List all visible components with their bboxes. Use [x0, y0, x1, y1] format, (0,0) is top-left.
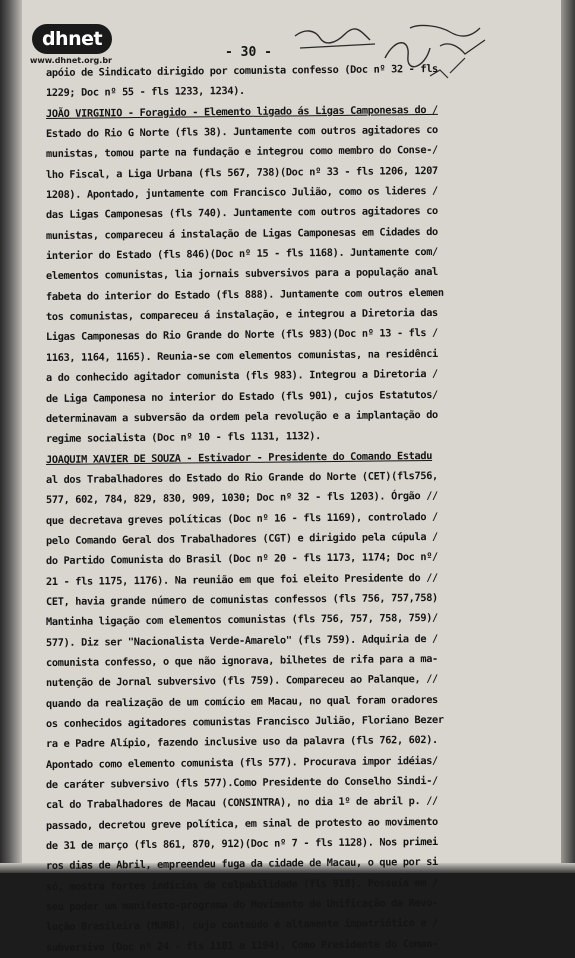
text-line: nutenção de Jornal subversivo (fls 759). Compareceu ao Palanque, // [45, 673, 438, 690]
text-line: a do conhecido agitador comunista (fls 983). Integrou a Diretoria / [45, 368, 438, 385]
text-line: pelo Comando Geral dos Trabalhadores (CGT) e dirigido pela cúpula / [45, 530, 438, 547]
page-left-shadow [0, 0, 22, 873]
text-line: tos comunistas, compareceu á instalação, e integrou a Diretoria das [45, 307, 438, 324]
text-line: comunista confesso, o que não ignorava, bilhetes de rifa para a ma- [45, 652, 438, 669]
text-line: 577, 602, 784, 829, 830, 909, 1030; Doc nº 32 - fls 1203). Órgão // [45, 490, 438, 507]
text-line: seu poder um manifesto-programa do Movimento de Unificação da Revo- [45, 896, 438, 914]
text-line: das Ligas Camponesas (fls 740). Juntamente com outros agitadores co [45, 205, 438, 222]
text-line: CET, havia grande número de comunistas confessos (fls 756, 757,758) [45, 591, 438, 608]
text-line: 577). Diz ser "Nacionalista Verde-Amarelo" (fls 759). Adquiria de / [45, 632, 438, 649]
text-line: que decretava greves políticas (Doc nº 16 - fls 1169), controlado / [45, 510, 438, 527]
text-line: apóio de Sindicato dirigido por comunista confesso (Doc nº 32 - fls [45, 62, 438, 79]
text-line: subversivo (Doc nº 24 - fls 1181 a 1194). Como Presidente do Coman- [45, 937, 438, 954]
document-body [46, 63, 556, 958]
text-line: 21 - fls 1175, 1176). Na reunião em que foi eleito Presidente do // [45, 571, 438, 588]
text-line: Estado do Rio G Norte (fls 38). Juntamente com outros agitadores co [45, 123, 438, 141]
text-line: JOÃO VIRGINIO - Foragido - Elemento ligado ás Ligas Camponesas do / [45, 103, 438, 120]
text-line: Mantinha ligação com elementos comunistas (fls 756, 757, 758, 759)/ [45, 612, 438, 629]
text-line: ros dias de Abril, empreendeu fuga da cidade de Macau, o que por si [45, 856, 438, 873]
text-line: 1163, 1164, 1165). Reunia-se com elementos comunistas, na residênci [45, 347, 438, 364]
text-line: só, mostra fortes indícios de culpabilidade (fls 918). Possuía em / [45, 876, 438, 893]
text-line: al dos Trabalhadores do Estado do Rio Grande do Norte (CET)(fls756, [45, 469, 438, 486]
text-line: fabeta do interior do Estado (fls 888). Juntamente com outros elemen [45, 286, 444, 303]
text-line: 1208). Apontado, juntamente com Francisco Julião, como os lideres / [45, 184, 438, 202]
text-line: do Partido Comunista do Brasil (Doc nº 20 - fls 1173, 1174; Doc nº/ [45, 551, 438, 568]
text-line: de Liga Camponesa no interior do Estado (fls 901), cujos Estatutos/ [45, 388, 438, 405]
text-line: lução Brasileira (MURB), cujo conteúdo é altamente impatriótico e / [45, 917, 438, 934]
text-line: ra e Padre Alípio, fazendo inclusive uso da palavra (fls 762, 602). [45, 734, 438, 751]
dhnet-logo: dhnet [32, 24, 112, 54]
text-line: quando da realização de um comício em Macau, no qual foram oradores [45, 693, 438, 710]
text-line: lho Fiscal, a Liga Urbana (fls 567, 738)(Doc nº 33 - fls 1206, 1207 [45, 164, 438, 181]
text-line: cal do Trabalhadores de Macau (CONSINTRA), no dia 1º de abril p. // [45, 795, 438, 812]
logo-url: www.dhnet.org.br [30, 56, 112, 65]
text-line: interior do Estado (fls 846)(Doc nº 15 - fls 1168). Juntamente com/ [45, 245, 438, 263]
text-line: munistas, compareceu á instalação de Ligas Camponesas em Cidades do [45, 225, 438, 242]
text-line: Ligas Camponesas do Rio Grande do Norte (fls 983)(Doc nº 13 - fls / [45, 327, 438, 344]
text-line: JOAQUIM XAVIER DE SOUZA - Estivador - Presidente do Comando Estadu [45, 449, 433, 466]
text-line: passado, decretou greve política, em sinal de protesto ao movimento [45, 815, 438, 832]
text-line: elementos comunistas, lia jornais subversivos para a população anal [45, 266, 438, 283]
page-number: - 30 - [225, 45, 272, 60]
text-line: regime socialista (Doc nº 10 - fls 1131, 1132). [45, 430, 321, 446]
text-line: de caráter subversivo (fls 577).Como Presidente do Conselho Sindi-/ [45, 774, 438, 792]
text-line: de 31 de março (fls 861, 870, 912)(Doc nº 7 - fls 1128). Nos primei [45, 835, 438, 853]
text-line: munistas, tomou parte na fundação e integrou como membro do Conse-/ [45, 144, 438, 161]
page-right-shadow [561, 0, 575, 873]
text-line: Apontado como elemento comunista (fls 577). Procurava impor idéias/ [45, 754, 438, 771]
text-line: 1229; Doc nº 55 - fls 1233, 1234). [45, 85, 245, 100]
text-line: determinavam a subversão da ordem pela revolução e a implantação do [45, 408, 438, 425]
text-line: os conhecidos agitadores comunistas Francisco Julião, Floriano Bezer [45, 713, 444, 730]
